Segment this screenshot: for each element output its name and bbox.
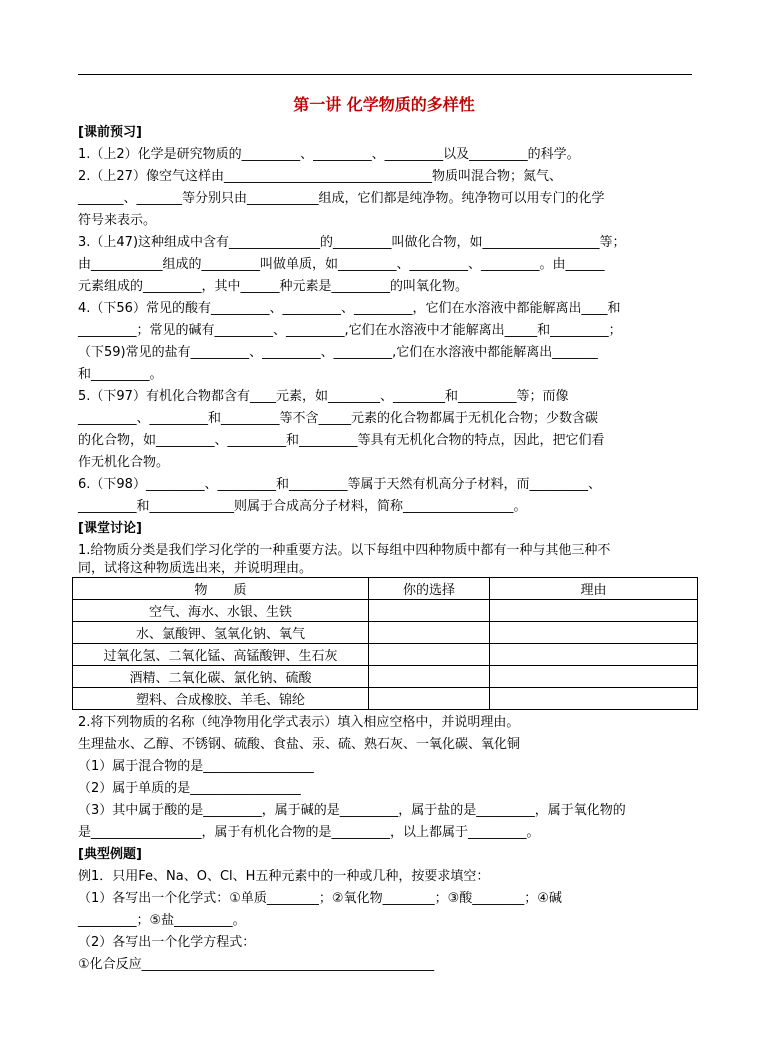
table-cell-choice[interactable] bbox=[369, 622, 490, 644]
preview-line: 4.（下56）常见的酸有_________、_________、_________，它们在水溶液中都能解离出____和 bbox=[78, 301, 621, 316]
preview-line: 元素组成的_________，其中______种元素是_________的叫氧化物。 bbox=[78, 279, 469, 294]
table-cell-substances: 过氧化氢、二氧化锰、高锰酸钾、生石灰 bbox=[73, 644, 369, 666]
discussion-line: 生理盐水、乙醇、不锈钢、硫酸、食盐、汞、硫、熟石灰、一氧化碳、氧化铜 bbox=[78, 737, 521, 752]
classification-table bbox=[72, 577, 698, 710]
table-cell-substances: 空气、海水、水银、生铁 bbox=[73, 600, 369, 622]
preview-line: 3.（上47)这种组成中含有______________的_________叫做化合物，如__________________等； bbox=[78, 235, 626, 250]
table-header-row bbox=[73, 578, 698, 600]
discussion-line: 是_________________，属于有机化合物的是_________，以上都属于_________。 bbox=[78, 825, 540, 840]
preview-line: _________和_____________则属于合成高分子材料，简称_________________。 bbox=[78, 499, 527, 514]
discussion-line: （1）属于混合物的是_________________ bbox=[78, 759, 314, 774]
preview-line: 作无机化合物。 bbox=[78, 455, 170, 470]
section-heading-preview: [课前预习] bbox=[78, 125, 142, 140]
example-line: （1）各写出一个化学式：①单质________；②氧化物________；③酸________；④碱 bbox=[78, 891, 562, 906]
table-header-reason: 理由 bbox=[490, 578, 698, 600]
table-cell-substances: 酒精、二氧化碳、氯化钠、硫酸 bbox=[73, 666, 369, 688]
table-row bbox=[73, 622, 698, 644]
example-line: _________；⑤盐_________。 bbox=[78, 913, 246, 928]
table-cell-choice[interactable] bbox=[369, 688, 490, 710]
preview-line: 由___________组成的_________叫做单质，如_________、_________、_________。由______ bbox=[78, 257, 605, 272]
table-cell-substances: 塑料、合成橡胶、羊毛、锦纶 bbox=[73, 688, 369, 710]
discussion-line: 同，试将这种物质选出来，并说明理由。 bbox=[78, 561, 313, 576]
table-cell-reason[interactable] bbox=[490, 644, 698, 666]
table-row bbox=[73, 600, 698, 622]
page-title: 第一讲 化学物质的多样性 bbox=[293, 95, 475, 114]
preview-line: 的化合物，如_________、_________和_________等具有无机化合物的特点，因此，把它们看 bbox=[78, 433, 605, 448]
section-heading-examples: [典型例题] bbox=[78, 847, 142, 862]
table-cell-choice[interactable] bbox=[369, 600, 490, 622]
preview-line: _______、_______等分别只由___________组成，它们都是纯净物。纯净物可以用专门的化学 bbox=[78, 191, 605, 206]
table-cell-reason[interactable] bbox=[490, 600, 698, 622]
table-row bbox=[73, 666, 698, 688]
discussion-line: （2）属于单质的是_________________ bbox=[78, 781, 301, 796]
example-line: 例1．只用Fe、Na、O、Cl、H五种元素中的一种或几种，按要求填空： bbox=[78, 869, 490, 884]
table-cell-substances: 水、氯酸钾、氢氧化钠、氧气 bbox=[73, 622, 369, 644]
example-line: （2）各写出一个化学方程式： bbox=[78, 935, 256, 950]
table-cell-choice[interactable] bbox=[369, 644, 490, 666]
preview-line: 符号来表示。 bbox=[78, 213, 157, 228]
table-row bbox=[73, 644, 698, 666]
table-header-substance: 物 质 bbox=[73, 578, 369, 600]
preview-line: 6.（下98）_________、_________和_________等属于天然有机高分子材料，而_________、 bbox=[78, 477, 601, 492]
discussion-line: （3）其中属于酸的是_________，属于碱的是_________，属于盐的是_________，属于氧化物的 bbox=[78, 803, 626, 818]
table-header-choice: 你的选择 bbox=[369, 578, 490, 600]
preview-line: 2.（上27）像空气这样由________________________________物质叫混合物；氮气、 bbox=[78, 169, 562, 184]
header-rule bbox=[78, 74, 692, 75]
table-cell-reason[interactable] bbox=[490, 622, 698, 644]
table-cell-reason[interactable] bbox=[490, 688, 698, 710]
preview-line: （下59)常见的盐有_________、_________、_________,它们在水溶液中都能解离出_______ bbox=[78, 345, 598, 360]
preview-line: _________；常见的碱有_________、_________,它们在水溶液中才能解离出_____和_________； bbox=[78, 323, 622, 338]
section-heading-discussion: [课堂讨论] bbox=[78, 521, 142, 536]
preview-line: _________、_________和_________等不含_____元素的化合物都属于无机化合物；少数含碳 bbox=[78, 411, 599, 426]
table-cell-reason[interactable] bbox=[490, 666, 698, 688]
example-line: ①化合反应_____________________________________________ bbox=[78, 957, 435, 972]
table-row bbox=[73, 688, 698, 710]
table-cell-choice[interactable] bbox=[369, 666, 490, 688]
preview-line: 1.（上2）化学是研究物质的_________、_________、_________以及_________的科学。 bbox=[78, 147, 580, 162]
discussion-line: 2.将下列物质的名称（纯净物用化学式表示）填入相应空格中，并说明理由。 bbox=[78, 715, 520, 730]
preview-line: 和_________。 bbox=[78, 367, 163, 382]
discussion-line: 1.给物质分类是我们学习化学的一种重要方法。以下每组中四种物质中都有一种与其他三种不 bbox=[78, 543, 611, 558]
preview-line: 5.（下97）有机化合物都含有____元素，如________、________和_________等；而像 bbox=[78, 389, 569, 404]
